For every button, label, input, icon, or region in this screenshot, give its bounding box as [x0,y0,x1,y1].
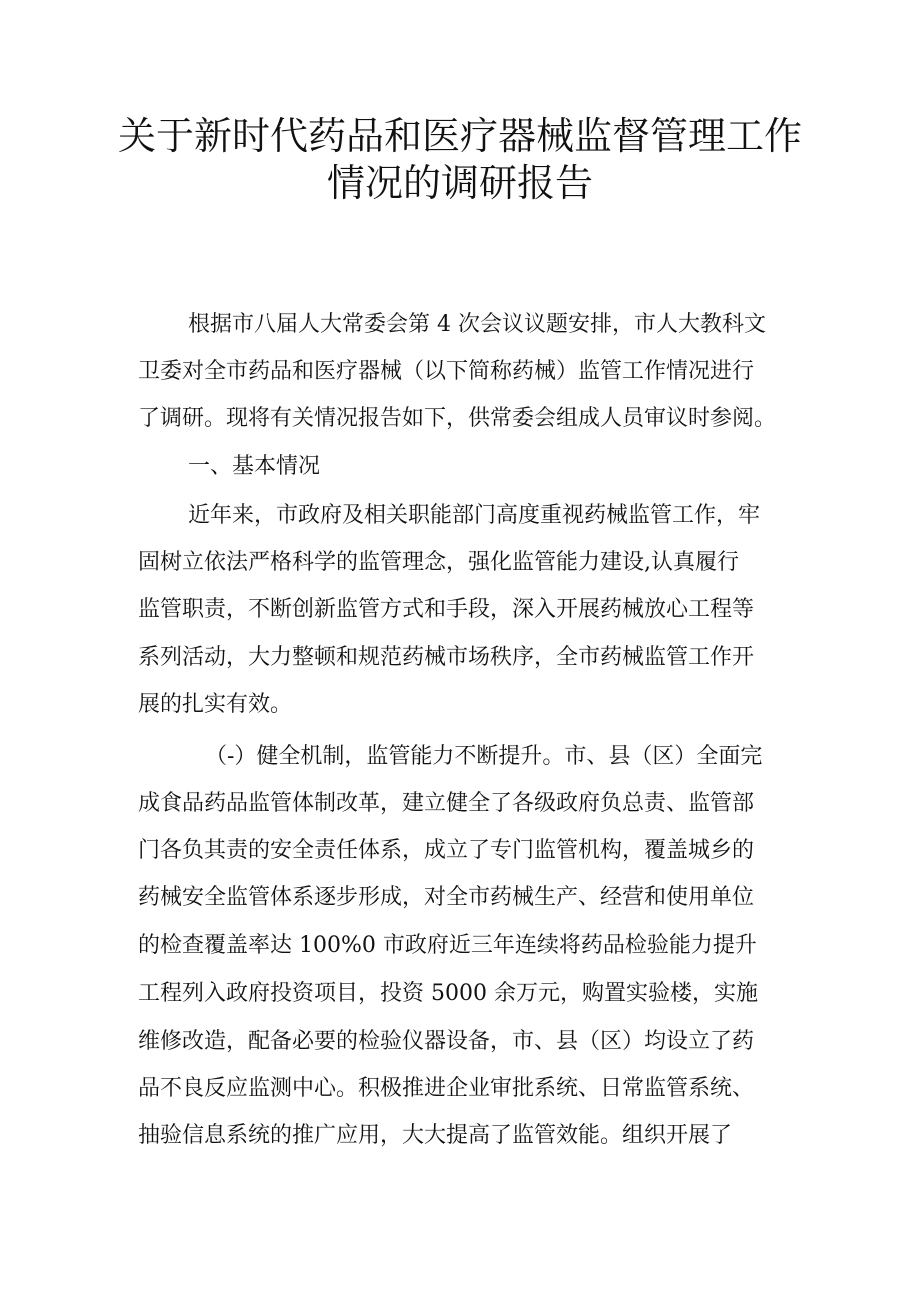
paragraph-line: 近年来，市政府及相关职能部门高度重视药械监管工作，牢 [188,503,761,528]
document-title-line-2: 情况的调研报告 [326,161,593,205]
paragraph-line: 监管职责，不断创新监管方式和手段，深入开展药械放心工程等 [138,597,755,622]
paragraph-line: 展的扎实有效。 [138,692,293,717]
paragraph-line: 门各负其责的安全责任体系，成立了专门监管机构，覆盖城乡的 [138,838,755,863]
paragraph-line: 维修改造，配备必要的检验仪器设备，市、县（区）均设立了药 [138,1029,755,1054]
paragraph-line: 固树立依法严格科学的监管理念，强化监管能力建设,认真履行 [138,550,739,575]
paragraph-line: 系列活动，大力整顿和规范药械市场秩序，全市药械监管工作开 [138,645,755,670]
document-title-line-1: 关于新时代药品和医疗器械监督管理工作 [117,114,802,158]
paragraph-line: 品不良反应监测中心。积极推进企业审批系统、日常监管系统、 [138,1076,755,1101]
paragraph-line: 药械安全监管体系逐步形成，对全市药械生产、经营和使用单位 [138,885,755,910]
paragraph-line: 了调研。现将有关情况报告如下，供常委会组成人员审议时参阅。 [138,406,777,431]
paragraph-line: 根据市八届人大常委会第 4 次会议议题安排，市人大教科文 [188,312,766,337]
paragraph-line: 的检查覆盖率达 100%0 市政府近三年连续将药品检验能力提升 [138,933,757,958]
section-heading: 一、基本情况 [188,454,321,479]
subsection-heading-line: （-）健全机制，监管能力不断提升。市、县（区）全面完 [205,744,763,769]
paragraph-line: 抽验信息系统的推广应用，大大提高了监管效能。组织开展了 [138,1123,733,1148]
paragraph-line: 工程列入政府投资项目，投资 5000 余万元，购置实验楼，实施 [138,981,758,1006]
paragraph-line: 卫委对全市药品和医疗器械（以下简称药械）监管工作情况进行 [138,359,755,384]
paragraph-line: 成食品药品监管体制改革，建立健全了各级政府负总责、监管部 [138,791,755,816]
